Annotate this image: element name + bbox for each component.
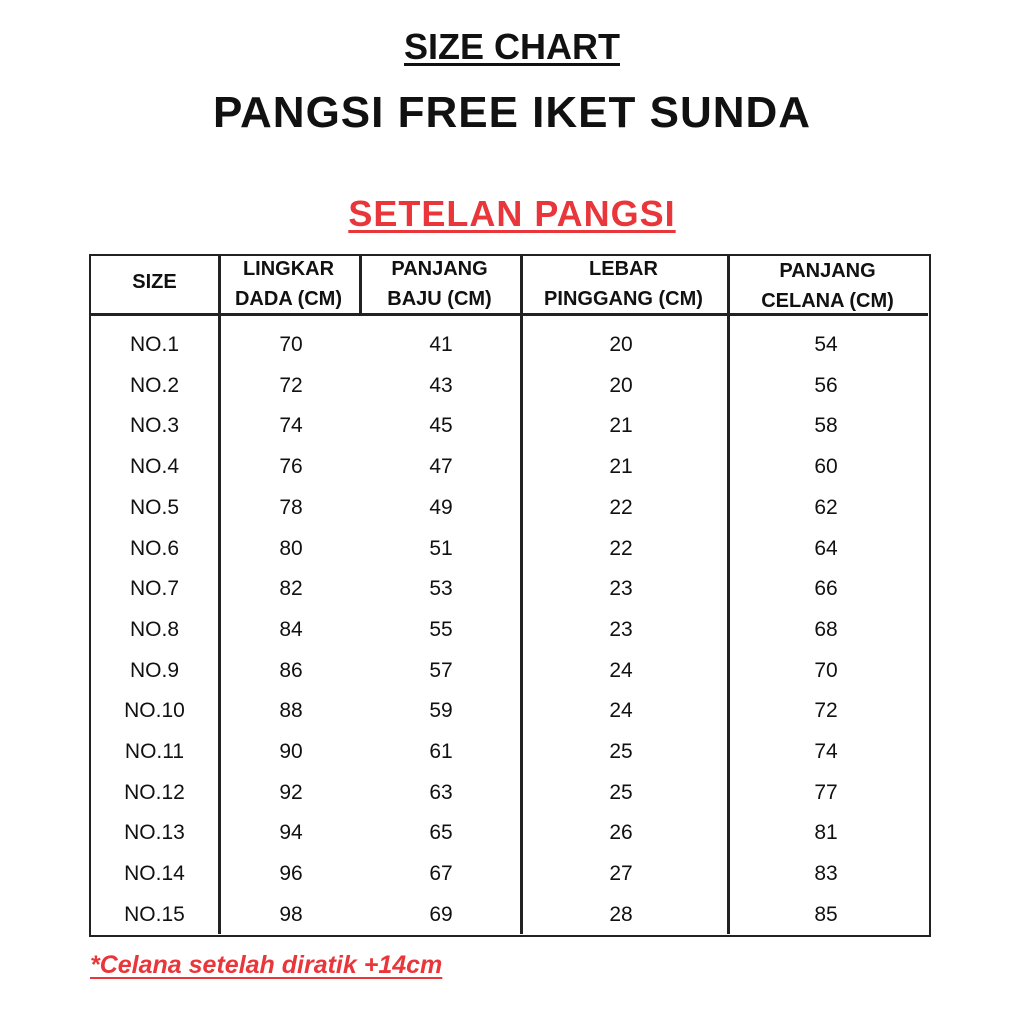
lingkar-dada-cell: 72 (279, 374, 303, 397)
lingkar-dada-cell: 88 (279, 699, 303, 722)
lebar-pinggang-cell: 21 (609, 455, 633, 478)
column-header-line1: LINGKAR (242, 258, 335, 280)
size-cell: NO.5 (129, 496, 179, 519)
size-cell: NO.9 (129, 659, 179, 682)
lingkar-dada-cell: 84 (279, 618, 303, 641)
lebar-pinggang-cell: 22 (609, 496, 633, 519)
panjang-baju-cell: 49 (429, 496, 453, 519)
lebar-pinggang-cell: 28 (609, 903, 633, 926)
panjang-baju-cell: 53 (429, 577, 453, 600)
lebar-pinggang-cell: 21 (609, 414, 633, 437)
column-header-line2: BAJU (CM) (387, 288, 492, 310)
lingkar-dada-cell: 74 (279, 414, 303, 437)
panjang-baju-cell: 69 (429, 903, 453, 926)
panjang-baju-cell: 41 (429, 333, 453, 356)
column-divider (727, 256, 730, 934)
panjang-baju-cell: 51 (429, 537, 453, 560)
lebar-pinggang-cell: 26 (609, 821, 633, 844)
panjang-celana-cell: 85 (814, 903, 838, 926)
panjang-baju-cell: 65 (429, 821, 453, 844)
panjang-baju-cell: 67 (429, 862, 453, 885)
panjang-celana-cell: 72 (814, 699, 838, 722)
panjang-baju-cell: 47 (429, 455, 453, 478)
column-header-line1: PANJANG (391, 258, 488, 280)
size-cell: NO.4 (129, 455, 179, 478)
lingkar-dada-cell: 70 (279, 333, 303, 356)
section-title: SETELAN PANGSI (348, 193, 676, 234)
panjang-baju-cell: 61 (429, 740, 453, 763)
footnote: *Celana setelah diratik +14cm (90, 951, 443, 979)
size-cell: NO.6 (129, 537, 179, 560)
lebar-pinggang-cell: 22 (609, 537, 633, 560)
size-cell: NO.14 (124, 862, 185, 885)
panjang-celana-cell: 62 (814, 496, 838, 519)
size-cell: NO.13 (124, 821, 185, 844)
size-cell: NO.3 (129, 414, 179, 437)
lingkar-dada-cell: 94 (279, 821, 303, 844)
panjang-celana-cell: 66 (814, 577, 838, 600)
lebar-pinggang-cell: 27 (609, 862, 633, 885)
lebar-pinggang-cell: 20 (609, 333, 633, 356)
lebar-pinggang-cell: 20 (609, 374, 633, 397)
column-header-line2: CELANA (CM) (761, 290, 894, 312)
page-title: SIZE CHART (404, 26, 620, 67)
lingkar-dada-cell: 86 (279, 659, 303, 682)
size-cell: NO.7 (129, 577, 179, 600)
lebar-pinggang-cell: 24 (609, 659, 633, 682)
size-cell: NO.2 (129, 374, 179, 397)
size-cell: NO.8 (129, 618, 179, 641)
lingkar-dada-cell: 98 (279, 903, 303, 926)
panjang-celana-cell: 83 (814, 862, 838, 885)
lingkar-dada-cell: 76 (279, 455, 303, 478)
panjang-baju-cell: 43 (429, 374, 453, 397)
lingkar-dada-cell: 92 (279, 781, 303, 804)
lebar-pinggang-cell: 23 (609, 618, 633, 641)
column-divider (218, 256, 221, 934)
lingkar-dada-cell: 96 (279, 862, 303, 885)
column-header-line2: PINGGANG (CM) (544, 288, 703, 310)
lingkar-dada-cell: 82 (279, 577, 303, 600)
panjang-celana-cell: 68 (814, 618, 838, 641)
panjang-celana-cell: 56 (814, 374, 838, 397)
panjang-celana-cell: 74 (814, 740, 838, 763)
lingkar-dada-cell: 78 (279, 496, 303, 519)
size-table (89, 254, 931, 937)
size-cell: NO.12 (124, 781, 185, 804)
panjang-celana-cell: 64 (814, 537, 838, 560)
column-header-line1: LEBAR (589, 258, 658, 280)
column-header-panjang-celana (727, 256, 928, 316)
column-header-size-label: SIZE (132, 271, 177, 293)
column-header-lebar-pinggang (520, 254, 727, 314)
panjang-baju-cell: 59 (429, 699, 453, 722)
column-header-size (91, 266, 218, 298)
panjang-celana-cell: 77 (814, 781, 838, 804)
lebar-pinggang-cell: 25 (609, 740, 633, 763)
panjang-celana-cell: 70 (814, 659, 838, 682)
panjang-celana-cell: 81 (814, 821, 838, 844)
panjang-celana-cell: 60 (814, 455, 838, 478)
lebar-pinggang-cell: 24 (609, 699, 633, 722)
column-header-line1: PANJANG (779, 260, 876, 282)
column-header-panjang-baju (359, 254, 520, 314)
column-header-line2: DADA (CM) (234, 288, 342, 310)
column-header-lingkar-dada (218, 254, 359, 314)
panjang-baju-cell: 57 (429, 659, 453, 682)
column-divider (520, 256, 523, 934)
lebar-pinggang-cell: 25 (609, 781, 633, 804)
panjang-celana-cell: 54 (814, 333, 838, 356)
lingkar-dada-cell: 90 (279, 740, 303, 763)
panjang-celana-cell: 58 (814, 414, 838, 437)
lebar-pinggang-cell: 23 (609, 577, 633, 600)
panjang-baju-cell: 55 (429, 618, 453, 641)
size-cell: NO.1 (129, 333, 179, 356)
lingkar-dada-cell: 80 (279, 537, 303, 560)
product-name: PANGSI FREE IKET SUNDA (212, 88, 812, 137)
size-cell: NO.11 (124, 740, 185, 763)
size-cell: NO.15 (124, 903, 185, 926)
panjang-baju-cell: 45 (429, 414, 453, 437)
size-cell: NO.10 (124, 699, 185, 722)
panjang-baju-cell: 63 (429, 781, 453, 804)
